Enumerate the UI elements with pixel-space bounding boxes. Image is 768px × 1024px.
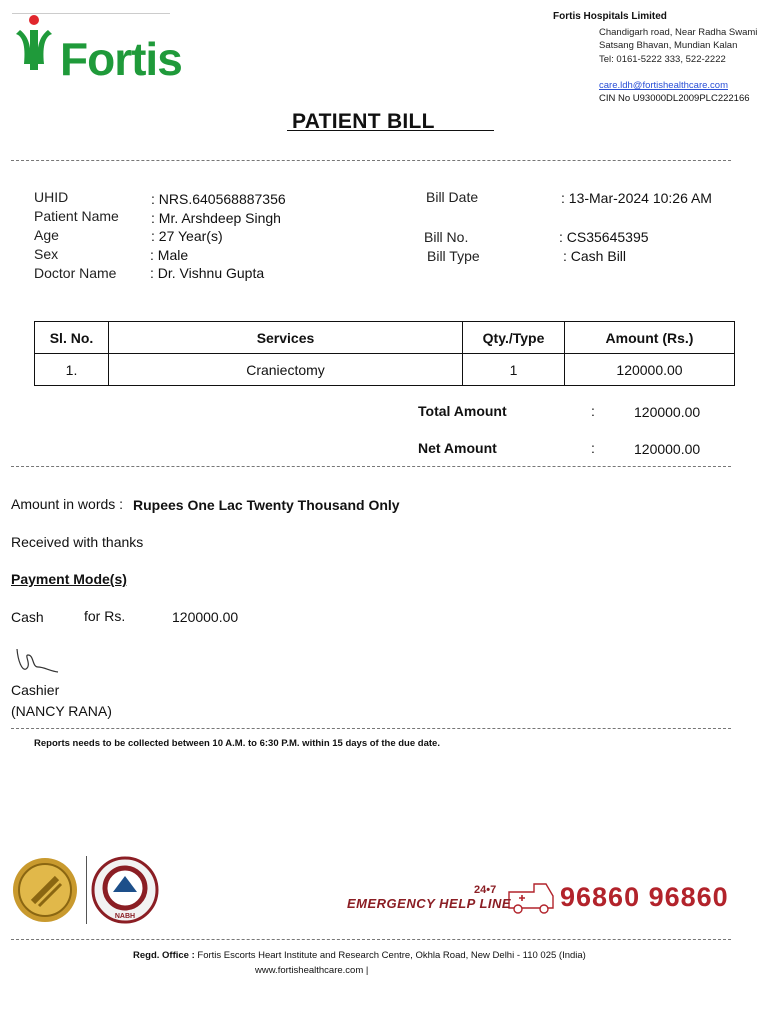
company-address-line2: Satsang Bhavan, Mundian Kalan <box>599 40 738 51</box>
total-amount-label: Total Amount <box>418 403 507 419</box>
bill-type-label: Bill Type <box>427 248 480 264</box>
cashier-role: Cashier <box>11 682 60 698</box>
nabh-seal-text: NABH <box>114 913 136 920</box>
bill-date-label: Bill Date <box>426 189 479 205</box>
bill-type-value: : Cash Bill <box>563 248 627 264</box>
fortis-logo-icon <box>12 14 60 78</box>
bill-no-value: : CS35645395 <box>559 229 649 245</box>
payment-mode: Cash <box>11 609 44 625</box>
amount-words-value: Rupees One Lac Twenty Thousand Only <box>133 497 400 513</box>
company-phone: Tel: 0161-5222 333, 522-2222 <box>599 54 726 65</box>
sex-value: : Male <box>150 247 189 263</box>
website-link[interactable]: www.fortishealthcare.com | <box>255 965 369 976</box>
col-header-sl: Sl. No. <box>35 322 109 354</box>
age-label: Age <box>34 227 59 243</box>
regd-office-address: Fortis Escorts Heart Institute and Research Centre, Okhla Road, New Delhi - 110 025 (India) <box>194 950 586 961</box>
quality-seal-icon <box>11 854 81 926</box>
collection-note: Reports needs to be collected between 10 A.M. to 6:30 P.M. within 15 days of the due date. <box>34 738 440 749</box>
cell-amount: 120000.00 <box>565 354 735 386</box>
col-header-services: Services <box>109 322 463 354</box>
company-email-link[interactable]: care.ldh@fortishealthcare.com <box>599 80 728 91</box>
company-cin: CIN No U93000DL2009PLC222166 <box>599 93 750 104</box>
emergency-number[interactable]: 96860 96860 <box>560 882 729 912</box>
payment-mode-heading: Payment Mode(s) <box>11 571 127 587</box>
badge-separator <box>86 856 87 924</box>
uhid-value: : NRS.640568887356 <box>151 191 286 207</box>
payment-for-label: for Rs. <box>84 608 126 624</box>
ambulance-icon <box>506 878 556 916</box>
net-amount-label: Net Amount <box>418 440 497 456</box>
cashier-name: (NANCY RANA) <box>11 703 112 719</box>
fortis-logo <box>12 14 182 85</box>
sex-label: Sex <box>34 246 59 262</box>
company-name: Fortis Hospitals Limited <box>553 11 667 22</box>
company-address-line1: Chandigarh road, Near Radha Swami <box>599 27 758 38</box>
emergency-247-badge: 24•7 <box>474 884 497 896</box>
table-header-row <box>35 322 735 354</box>
patient-name-label: Patient Name <box>34 208 119 224</box>
title-underline <box>287 130 494 131</box>
cashier-signature <box>12 645 62 677</box>
cell-qty: 1 <box>463 354 565 386</box>
col-header-qty: Qty./Type <box>463 322 565 354</box>
cell-sl: 1. <box>35 354 109 386</box>
emergency-helpline-label: EMERGENCY HELP LINE <box>347 896 512 911</box>
amount-words-label: Amount in words : <box>11 496 124 512</box>
uhid-label: UHID <box>34 189 69 205</box>
page-title: PATIENT BILL <box>292 110 435 133</box>
doctor-value: : Dr. Vishnu Gupta <box>150 265 265 281</box>
received-note: Received with thanks <box>11 534 144 550</box>
logo-wordmark: Fortis <box>60 33 182 85</box>
table-row <box>35 354 735 386</box>
total-amount-colon: : <box>591 403 595 419</box>
doctor-label: Doctor Name <box>34 265 117 281</box>
divider <box>11 466 731 467</box>
total-amount-value: 120000.00 <box>634 404 701 420</box>
patient-name-value: : Mr. Arshdeep Singh <box>151 210 281 226</box>
divider <box>11 728 731 729</box>
regd-office-label: Regd. Office : <box>133 950 195 961</box>
net-amount-value: 120000.00 <box>634 441 701 457</box>
divider <box>11 160 731 161</box>
col-header-amount: Amount (Rs.) <box>565 322 735 354</box>
payment-amount: 120000.00 <box>172 609 239 625</box>
registered-office <box>133 950 586 961</box>
bill-no-label: Bill No. <box>424 229 469 245</box>
bill-date-value: : 13-Mar-2024 10:26 AM <box>561 190 712 206</box>
divider <box>11 939 731 940</box>
net-amount-colon: : <box>591 440 595 456</box>
cell-service: Craniectomy <box>109 354 463 386</box>
nabh-seal-icon <box>91 854 161 926</box>
services-table <box>34 321 735 386</box>
age-value: : 27 Year(s) <box>151 228 223 244</box>
